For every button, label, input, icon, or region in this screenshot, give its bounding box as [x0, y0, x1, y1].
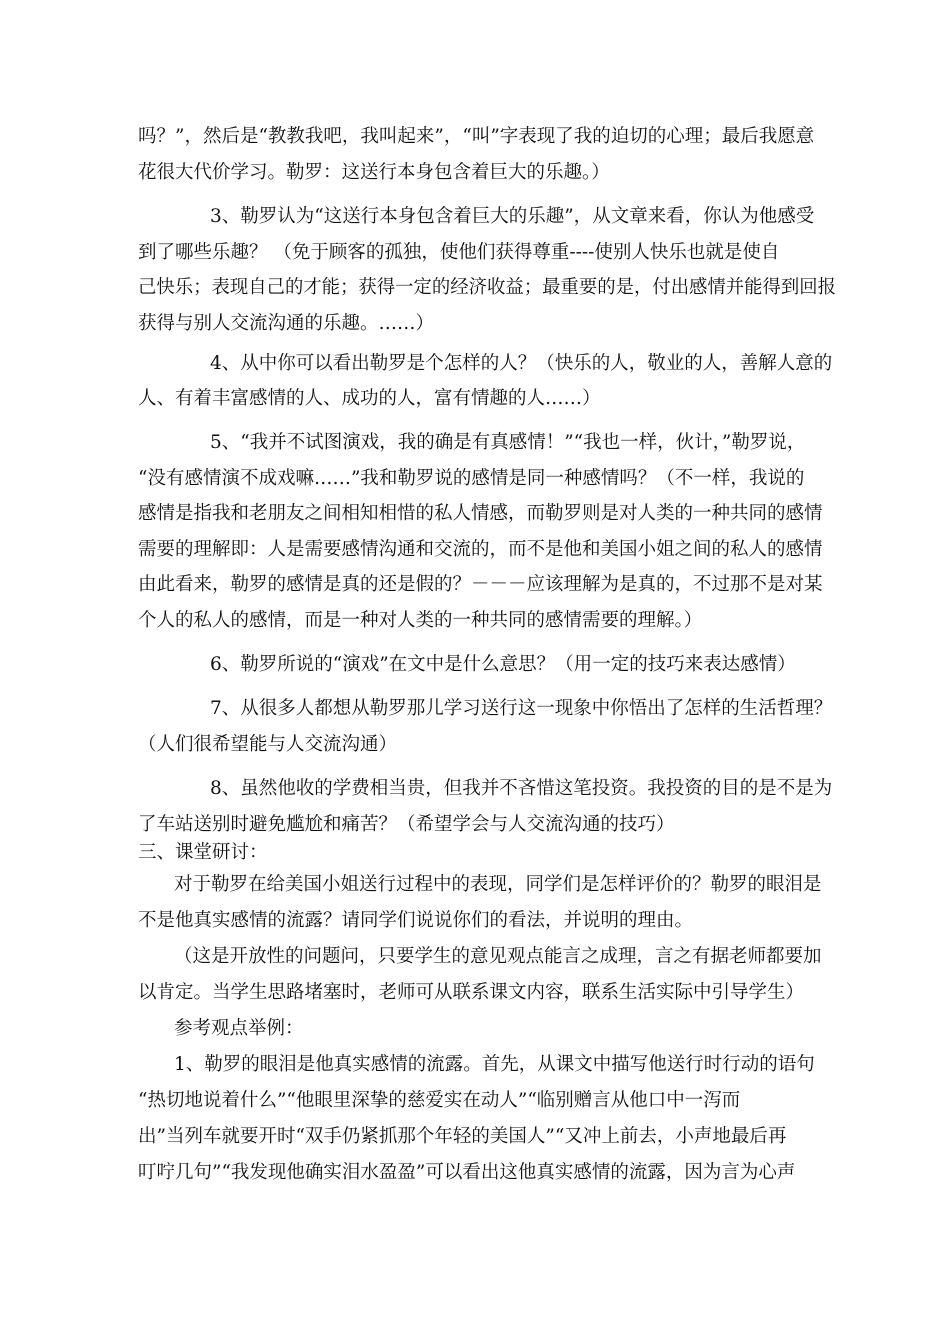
text-line: 由此看来，勒罗的感情是真的还是假的？－－－应该理解为是真的，不过那不是对某	[138, 574, 823, 595]
text-line: 叮咛几句”“我发现他确实泪水盈盈”可以看出这他真实感情的流露，因为言为心声	[138, 1162, 796, 1183]
text-line: 吗？”，然后是“教教我吧，我叫起来”，“叫”字表现了我的迫切的心理；最后我愿意	[138, 126, 815, 147]
text-line: 获得与别人交流沟通的乐趣。……）	[138, 313, 435, 334]
text-line: 花很大代价学习。勒罗：这送行本身包含着巨大的乐趣。）	[138, 162, 610, 183]
text-line: 5、“我并不试图演戏，我的确是有真感情！”“我也一样，伙计，”勒罗说，	[210, 432, 806, 453]
text-line: “热切地说着什么”“他眼里深挚的慈爱实在动人”“临别赠言从他口中一泻而	[138, 1090, 741, 1111]
text-line: 不是他真实感情的流露？请同学们说说你们的看法，并说明的理由。	[138, 910, 694, 931]
text-line: 感情是指我和老朋友之间相知相惜的私人情感，而勒罗则是对人类的一种共同的感情	[138, 503, 823, 524]
text-line: “没有感情演不成戏嘛……”我和勒罗说的感情是同一种感情吗？（不一样，我说的	[138, 468, 805, 489]
text-line: （这是开放性的问题问，只要学生的意见观点能言之成理，言之有据老师都要加	[174, 946, 822, 967]
text-line: 了车站送别时避免尴尬和痛苦？（希望学会与人交流沟通的技巧）	[138, 814, 675, 835]
text-line: 4、从中你可以看出勒罗是个怎样的人？（快乐的人，敬业的人，善解人意的	[210, 353, 833, 374]
text-line: （人们很希望能与人交流沟通）	[138, 734, 398, 755]
text-line: 需要的理解即：人是需要感情沟通和交流的，而不是他和美国小姐之间的私人的感情	[138, 539, 823, 560]
text-line: 以肯定。当学生思路堵塞时，老师可从联系课文内容，联系生活实际中引导学生）	[138, 982, 805, 1003]
text-line: 1、勒罗的眼泪是他真实感情的流露。首先，从课文中描写他送行时行动的语句	[174, 1054, 815, 1075]
text-line: 7、从很多人都想从勒罗那儿学习送行这一现象中你悟出了怎样的生活哲理？	[210, 698, 833, 719]
text-line: 3、勒罗认为“这送行本身包含着巨大的乐趣”，从文章来看，你认为他感受	[210, 206, 815, 227]
text-line: 到了哪些乐趣？ （免于顾客的孤独，使他们获得尊重----使别人快乐也就是使自	[138, 242, 780, 263]
text-line: 对于勒罗在给美国小姐送行过程中的表现，同学们是怎样评价的？勒罗的眼泪是	[174, 874, 822, 895]
text-line: 人、有着丰富感情的人、成功的人，富有情趣的人……）	[138, 388, 601, 409]
text-line: 6、勒罗所说的“演戏”在文中是什么意思？（用一定的技巧来表达感情）	[210, 654, 796, 675]
text-line: 个人的私人的感情，而是一种对人类的一种共同的感情需要的理解。）	[138, 610, 703, 631]
text-line: 出”当列车就要开时“双手仍紧抓那个年轻的美国人”“又冲上前去，小声地最后再	[138, 1126, 787, 1147]
text-line: 参考观点举例：	[174, 1018, 304, 1039]
text-line: 己快乐；表现自己的才能；获得一定的经济收益；最重要的是，付出感情并能得到回报	[138, 277, 837, 298]
text-line: 三、课堂研讨：	[138, 842, 268, 863]
text-line: 8、虽然他收的学费相当贵，但我并不吝惜这笔投资。我投资的目的是不是为	[210, 778, 833, 799]
